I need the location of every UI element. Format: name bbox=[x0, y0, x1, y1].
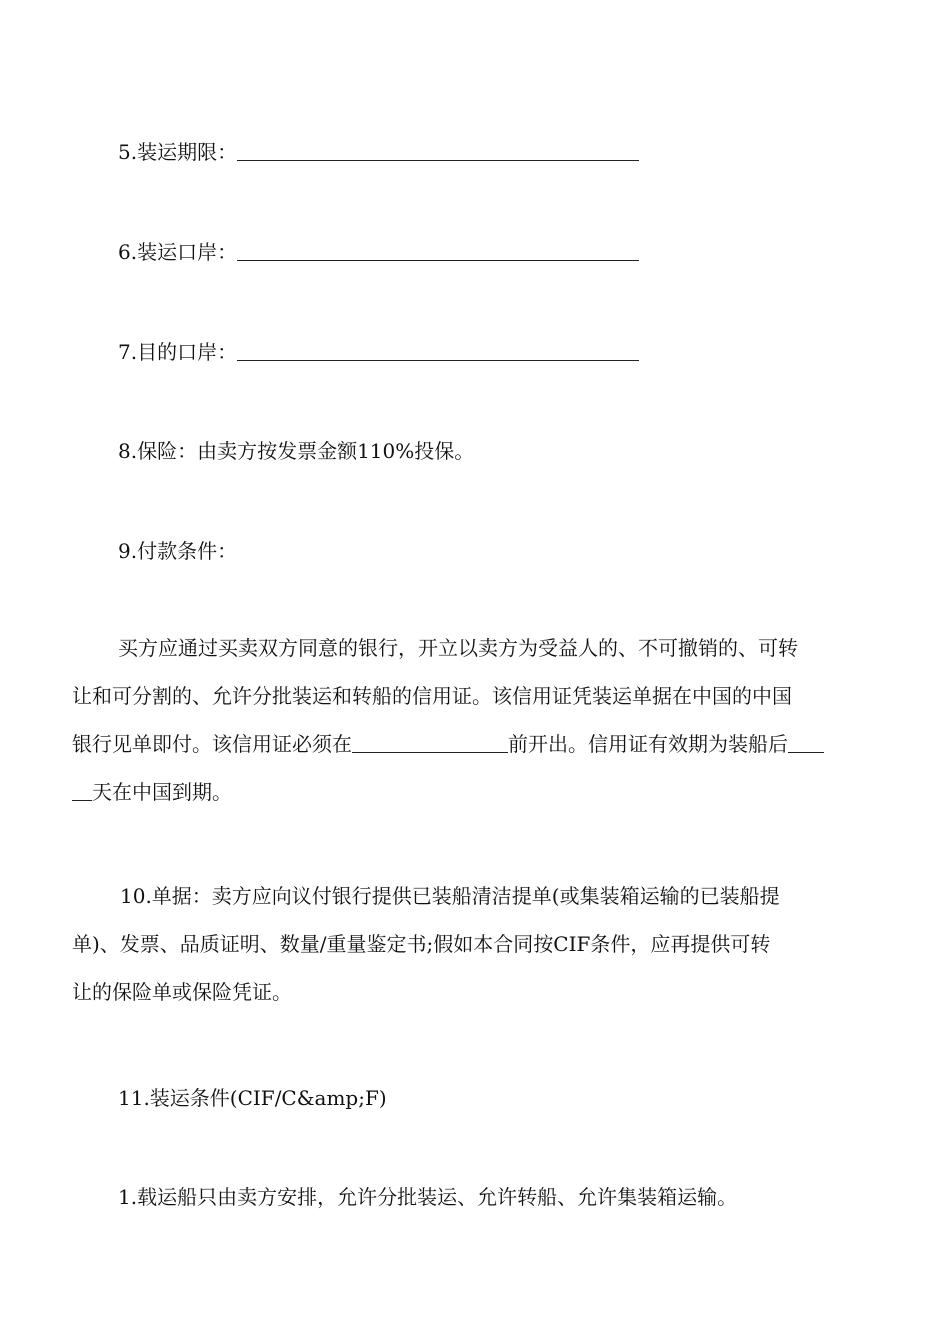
lc-opening-date-blank[interactable] bbox=[352, 732, 508, 753]
clause-5-label: 5.装运期限： bbox=[118, 140, 238, 164]
clause-6-port-of-loading bbox=[72, 238, 928, 266]
payment-line-2: 让和可分割的、允许分批装运和转船的信用证。该信用证凭装运单据在中国的中国 bbox=[72, 684, 792, 708]
clause-6-label: 6.装运口岸： bbox=[118, 240, 238, 264]
payment-line-4 bbox=[72, 768, 882, 816]
clause-7-blank[interactable] bbox=[237, 340, 639, 361]
documents-line-2: 单)、发票、品质证明、数量/重量鉴定书;假如本合同按CIF条件，应再提供可转 bbox=[72, 932, 771, 956]
documents-paragraph bbox=[72, 872, 882, 1016]
documents-line-1: 10.单据：卖方应向议付银行提供已装船清洁提单(或集装箱运输的已装船提 bbox=[120, 884, 780, 908]
clause-7-label: 7.目的口岸： bbox=[118, 340, 238, 364]
payment-line-3-end: 前开出。信用证有效期为装船后 bbox=[508, 732, 788, 756]
payment-line-3 bbox=[72, 720, 882, 768]
clause-6-blank[interactable] bbox=[237, 240, 639, 261]
lc-validity-days-blank-part1[interactable] bbox=[788, 732, 824, 753]
payment-paragraph bbox=[72, 624, 882, 816]
payment-line-3-start: 银行见单即付。该信用证必须在 bbox=[72, 732, 352, 756]
clause-9-payment-terms: 9.付款条件： bbox=[118, 539, 238, 563]
clause-5-blank[interactable] bbox=[237, 140, 639, 161]
payment-line-4-text: 天在中国到期。 bbox=[92, 780, 232, 804]
clause-7-port-of-destination bbox=[72, 338, 928, 366]
documents-line-3: 让的保险单或保险凭证。 bbox=[72, 980, 292, 1004]
clause-11-item-1: 1.载运船只由卖方安排，允许分批装运、允许转船、允许集装箱运输。 bbox=[118, 1185, 738, 1209]
payment-line-1: 买方应通过买卖双方同意的银行，开立以卖方为受益人的、不可撤销的、可转 bbox=[118, 636, 798, 660]
lc-validity-days-blank-part2[interactable] bbox=[72, 780, 92, 801]
clause-8-insurance: 8.保险：由卖方按发票金额110%投保。 bbox=[118, 439, 475, 463]
clause-5-shipment-period bbox=[72, 138, 928, 166]
clause-11-shipment-conditions: 11.装运条件(CIF/C&amp;F) bbox=[118, 1086, 387, 1110]
